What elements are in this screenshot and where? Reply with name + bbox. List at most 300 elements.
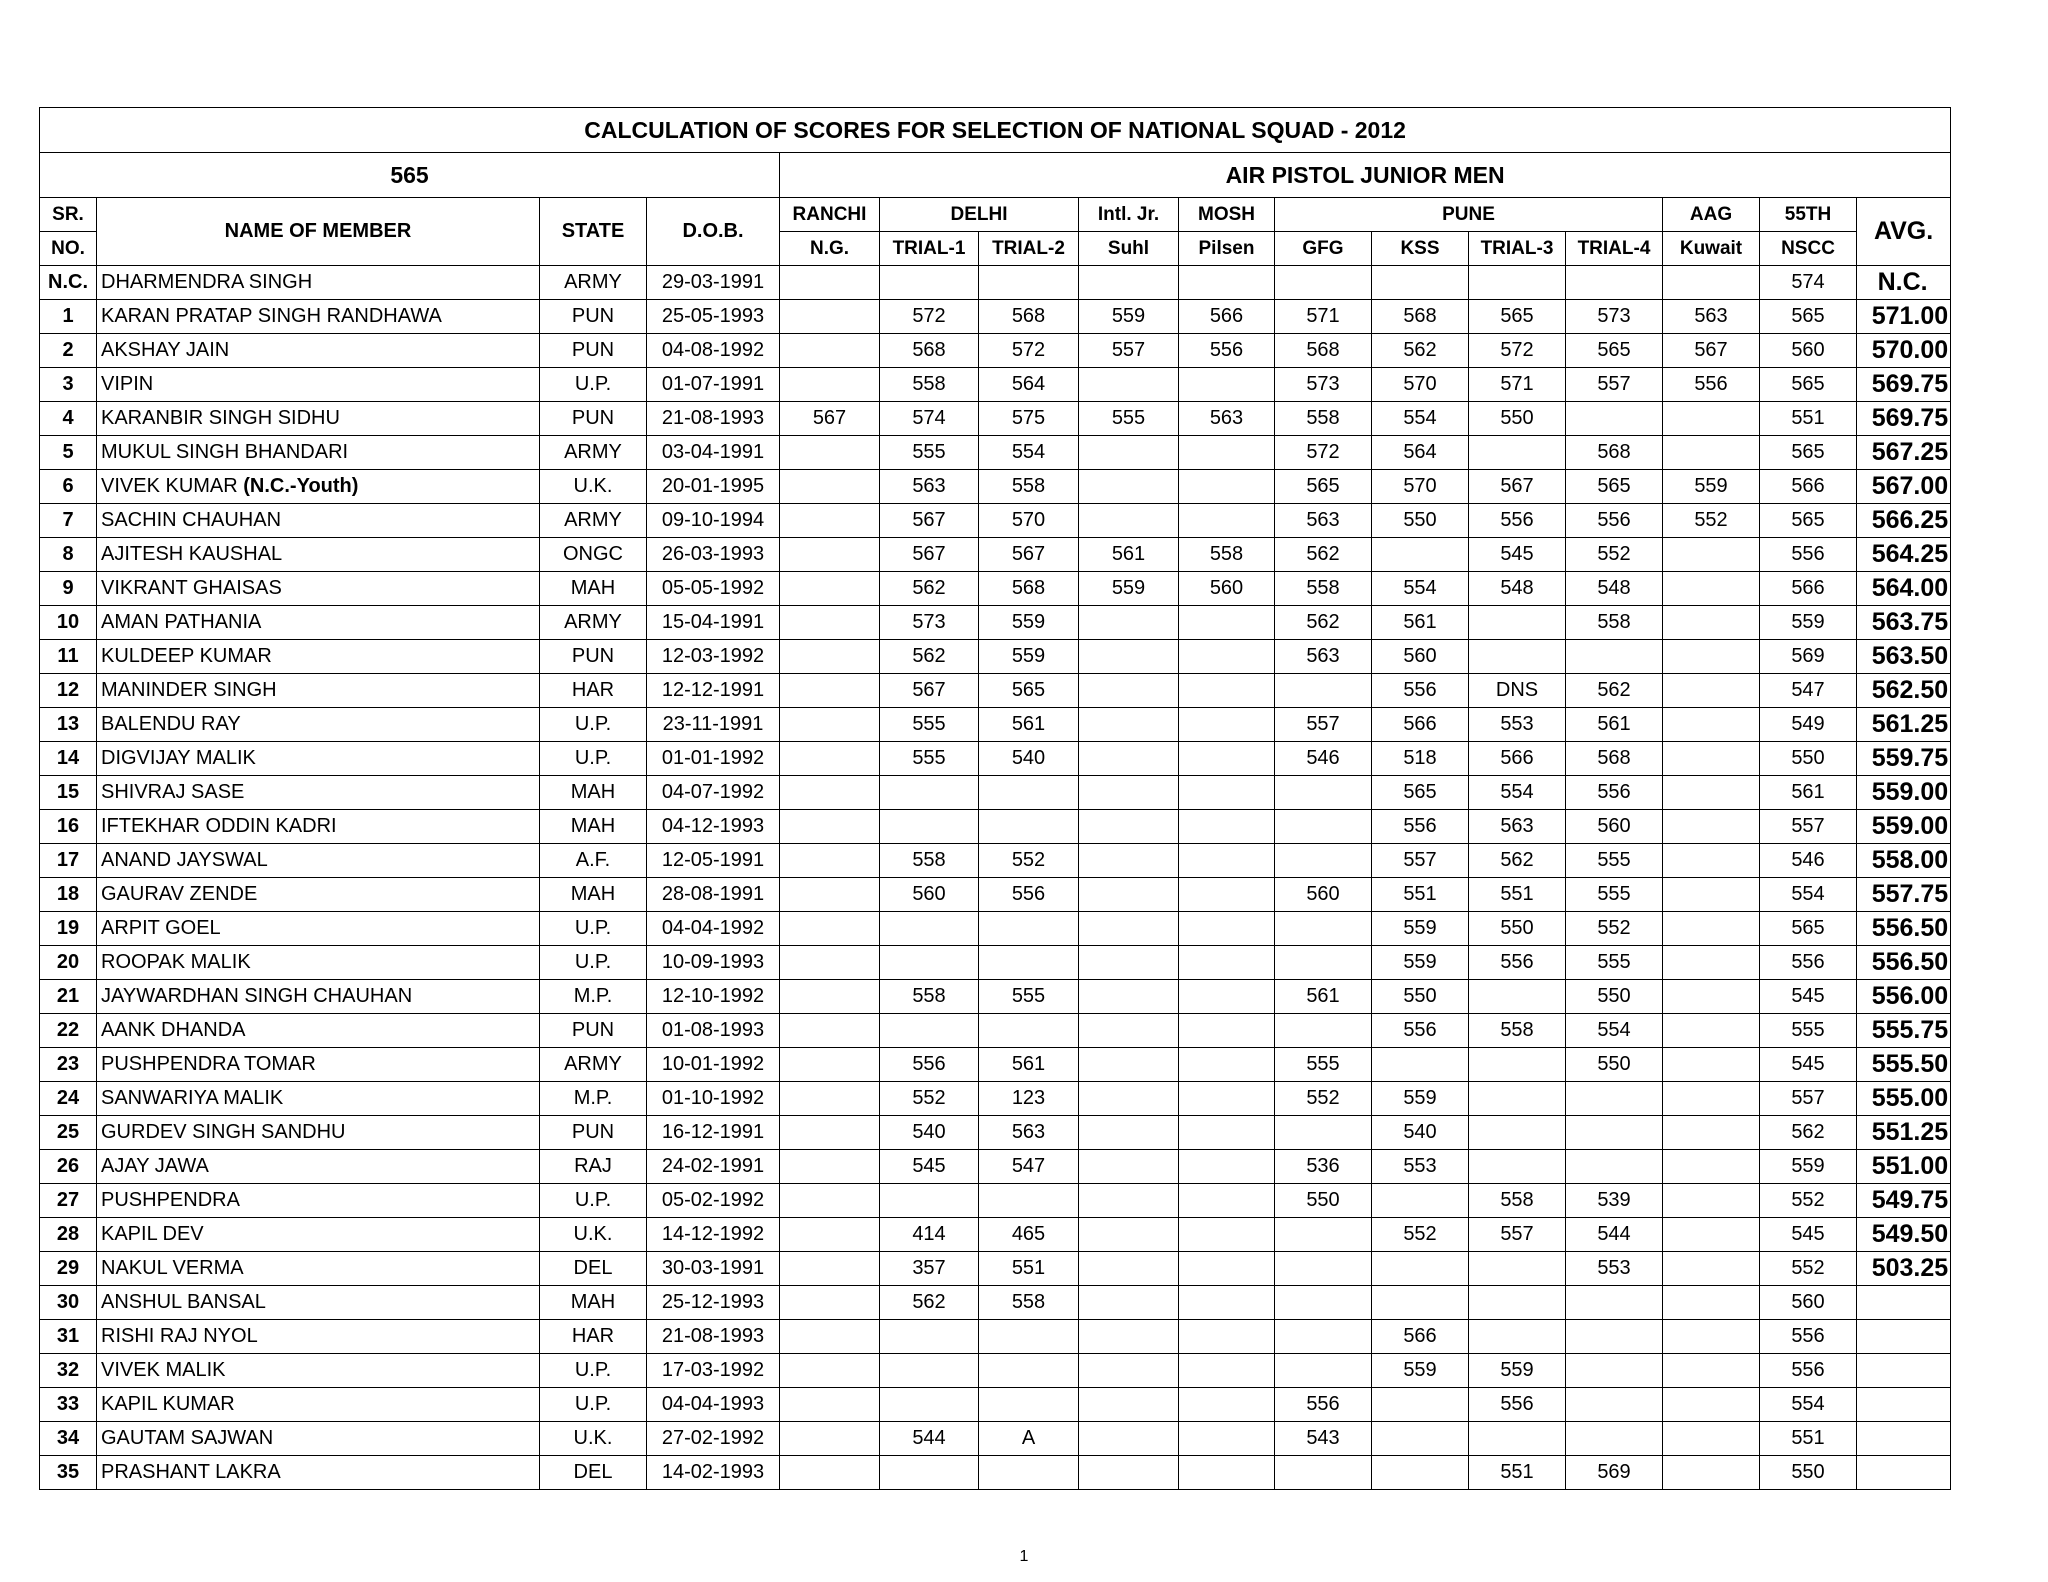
col-header-name: NAME OF MEMBER (97, 198, 540, 266)
cell-kuwait (1663, 674, 1760, 708)
cell-avg: 571.00 (1857, 300, 1951, 334)
cell-nscc: 547 (1760, 674, 1857, 708)
cell-t2: 556 (979, 878, 1079, 912)
cell-t1: 562 (880, 572, 979, 606)
cell-name (97, 1456, 540, 1490)
cell-t1: 555 (880, 708, 979, 742)
cell-state: HAR (540, 1320, 647, 1354)
cell-kss (1372, 1252, 1469, 1286)
cell-kuwait (1663, 1048, 1760, 1082)
cell-kuwait: 567 (1663, 334, 1760, 368)
cell-t4: 573 (1566, 300, 1663, 334)
cell-dob: 12-12-1991 (647, 674, 780, 708)
cell-gfg: 536 (1275, 1150, 1372, 1184)
cell-kss: 559 (1372, 1354, 1469, 1388)
member-name: PRASHANT LAKRA (101, 1461, 281, 1483)
cell-t4: 558 (1566, 606, 1663, 640)
cell-t3 (1469, 1048, 1566, 1082)
cell-t1 (880, 946, 979, 980)
cell-nscc: 554 (1760, 1388, 1857, 1422)
cell-gfg: 563 (1275, 504, 1372, 538)
cell-state: A.F. (540, 844, 647, 878)
cell-sr: 14 (40, 742, 97, 776)
cell-kuwait (1663, 1252, 1760, 1286)
col-header-sr: SR. (40, 198, 97, 232)
cell-sr: 19 (40, 912, 97, 946)
cell-t1 (880, 1354, 979, 1388)
cell-pilsen (1179, 674, 1275, 708)
cell-sr: 15 (40, 776, 97, 810)
col-header-nscc-sub: NSCC (1760, 232, 1857, 266)
cell-t2 (979, 776, 1079, 810)
cell-kss: 559 (1372, 946, 1469, 980)
table-row (40, 810, 1951, 844)
cell-kuwait: 563 (1663, 300, 1760, 334)
cell-suhl (1079, 1252, 1179, 1286)
cell-ng (780, 810, 880, 844)
cell-t3: 563 (1469, 810, 1566, 844)
cell-name (97, 436, 540, 470)
member-name: AJAY JAWA (101, 1155, 209, 1177)
cell-t2: 565 (979, 674, 1079, 708)
member-name: GAURAV ZENDE (101, 883, 258, 905)
cell-gfg (1275, 1320, 1372, 1354)
cell-kss: 556 (1372, 1014, 1469, 1048)
cell-nscc: 545 (1760, 1048, 1857, 1082)
cell-ng (780, 300, 880, 334)
cell-dob: 26-03-1993 (647, 538, 780, 572)
cell-pilsen (1179, 810, 1275, 844)
cell-state: ARMY (540, 504, 647, 538)
cell-nscc: 560 (1760, 1286, 1857, 1320)
cell-avg: 557.75 (1857, 878, 1951, 912)
cell-gfg: 543 (1275, 1422, 1372, 1456)
cell-name (97, 640, 540, 674)
cell-sr: 26 (40, 1150, 97, 1184)
cell-nscc: 556 (1760, 1320, 1857, 1354)
cell-kss: 568 (1372, 300, 1469, 334)
cell-t1: 558 (880, 368, 979, 402)
member-name: AMAN PATHANIA (101, 611, 262, 633)
cell-suhl (1079, 776, 1179, 810)
cell-name (97, 844, 540, 878)
cell-kss: 551 (1372, 878, 1469, 912)
event-code: 565 (40, 153, 780, 198)
cell-t4: 550 (1566, 1048, 1663, 1082)
table-row (40, 776, 1951, 810)
cell-state: PUN (540, 1116, 647, 1150)
table-row (40, 1286, 1951, 1320)
cell-state: PUN (540, 402, 647, 436)
table-row (40, 1422, 1951, 1456)
cell-pilsen: 563 (1179, 402, 1275, 436)
cell-sr: 16 (40, 810, 97, 844)
cell-nscc: 559 (1760, 606, 1857, 640)
cell-state: U.P. (540, 1354, 647, 1388)
cell-t2: A (979, 1422, 1079, 1456)
cell-avg: 551.25 (1857, 1116, 1951, 1150)
cell-t2: 558 (979, 470, 1079, 504)
cell-t4 (1566, 1286, 1663, 1320)
table-row (40, 606, 1951, 640)
cell-state: DEL (540, 1456, 647, 1490)
cell-t3 (1469, 1286, 1566, 1320)
cell-avg: 556.50 (1857, 946, 1951, 980)
cell-ng (780, 776, 880, 810)
member-name: SACHIN CHAUHAN (101, 509, 282, 531)
cell-t4 (1566, 640, 1663, 674)
cell-name (97, 572, 540, 606)
cell-suhl (1079, 504, 1179, 538)
member-name: BALENDU RAY (101, 713, 241, 735)
cell-t2: 563 (979, 1116, 1079, 1150)
cell-avg (1857, 1422, 1951, 1456)
cell-t3 (1469, 436, 1566, 470)
cell-t3 (1469, 1320, 1566, 1354)
cell-t1: 567 (880, 538, 979, 572)
cell-suhl (1079, 1422, 1179, 1456)
cell-kuwait (1663, 878, 1760, 912)
cell-t2 (979, 1388, 1079, 1422)
cell-kuwait (1663, 1082, 1760, 1116)
cell-t1 (880, 1456, 979, 1490)
cell-t3 (1469, 1116, 1566, 1150)
table-row (40, 470, 1951, 504)
cell-ng (780, 1184, 880, 1218)
cell-avg: 567.00 (1857, 470, 1951, 504)
cell-pilsen (1179, 470, 1275, 504)
cell-suhl (1079, 1218, 1179, 1252)
cell-avg: 555.00 (1857, 1082, 1951, 1116)
cell-pilsen (1179, 1456, 1275, 1490)
cell-t4: 552 (1566, 538, 1663, 572)
cell-dob: 04-07-1992 (647, 776, 780, 810)
cell-kuwait (1663, 1456, 1760, 1490)
cell-name (97, 776, 540, 810)
cell-t1 (880, 776, 979, 810)
cell-dob: 27-02-1992 (647, 1422, 780, 1456)
cell-avg: 564.00 (1857, 572, 1951, 606)
table-row (40, 300, 1951, 334)
cell-kss: 550 (1372, 504, 1469, 538)
cell-t1: 562 (880, 1286, 979, 1320)
cell-nscc: 561 (1760, 776, 1857, 810)
cell-dob: 03-04-1991 (647, 436, 780, 470)
cell-suhl: 557 (1079, 334, 1179, 368)
cell-ng (780, 436, 880, 470)
cell-t4 (1566, 1354, 1663, 1388)
col-header-ng: N.G. (780, 232, 880, 266)
cell-t1 (880, 1014, 979, 1048)
cell-name (97, 1082, 540, 1116)
cell-t4: 565 (1566, 334, 1663, 368)
cell-state: PUN (540, 334, 647, 368)
cell-nscc: 556 (1760, 1354, 1857, 1388)
cell-sr: 18 (40, 878, 97, 912)
cell-sr: 30 (40, 1286, 97, 1320)
cell-dob: 21-08-1993 (647, 402, 780, 436)
cell-nscc: 569 (1760, 640, 1857, 674)
member-name: VIVEK MALIK (101, 1359, 226, 1381)
cell-dob: 04-04-1992 (647, 912, 780, 946)
col-header-dob: D.O.B. (647, 198, 780, 266)
cell-ng (780, 1252, 880, 1286)
cell-sr: 31 (40, 1320, 97, 1354)
table-row (40, 1014, 1951, 1048)
cell-state: M.P. (540, 1082, 647, 1116)
cell-t3 (1469, 266, 1566, 300)
member-name: AANK DHANDA (101, 1019, 246, 1041)
cell-kuwait (1663, 1150, 1760, 1184)
cell-t1: 568 (880, 334, 979, 368)
table-row (40, 572, 1951, 606)
member-name: KULDEEP KUMAR (101, 645, 272, 667)
member-name: ANAND JAYSWAL (101, 849, 268, 871)
cell-kuwait (1663, 742, 1760, 776)
cell-pilsen (1179, 1150, 1275, 1184)
cell-kuwait (1663, 640, 1760, 674)
cell-gfg (1275, 1252, 1372, 1286)
cell-t1: 545 (880, 1150, 979, 1184)
member-name: VIKRANT GHAISAS (101, 577, 282, 599)
cell-suhl (1079, 1354, 1179, 1388)
cell-suhl (1079, 1320, 1179, 1354)
member-name: ARPIT GOEL (101, 917, 221, 939)
cell-gfg: 568 (1275, 334, 1372, 368)
col-header-trial-2: TRIAL-2 (979, 232, 1079, 266)
cell-t2: 572 (979, 334, 1079, 368)
cell-t2 (979, 810, 1079, 844)
cell-kss (1372, 1456, 1469, 1490)
cell-avg: N.C. (1857, 266, 1951, 300)
col-header-suhl: Suhl (1079, 232, 1179, 266)
cell-nscc: 562 (1760, 1116, 1857, 1150)
cell-t4: 539 (1566, 1184, 1663, 1218)
cell-t2: 570 (979, 504, 1079, 538)
cell-t3: 566 (1469, 742, 1566, 776)
cell-gfg: 552 (1275, 1082, 1372, 1116)
cell-name (97, 402, 540, 436)
cell-pilsen (1179, 1320, 1275, 1354)
cell-ng (780, 1388, 880, 1422)
cell-gfg (1275, 776, 1372, 810)
cell-kuwait (1663, 1014, 1760, 1048)
cell-dob: 24-02-1991 (647, 1150, 780, 1184)
cell-nscc: 565 (1760, 912, 1857, 946)
cell-nscc: 565 (1760, 368, 1857, 402)
cell-t3: 557 (1469, 1218, 1566, 1252)
cell-sr: 6 (40, 470, 97, 504)
cell-suhl (1079, 640, 1179, 674)
cell-pilsen (1179, 606, 1275, 640)
cell-kss (1372, 1388, 1469, 1422)
cell-name (97, 538, 540, 572)
cell-t3 (1469, 640, 1566, 674)
cell-pilsen (1179, 1082, 1275, 1116)
col-header-kuwait: Kuwait (1663, 232, 1760, 266)
cell-state: DEL (540, 1252, 647, 1286)
member-name: ANSHUL BANSAL (101, 1291, 266, 1313)
cell-t2: 123 (979, 1082, 1079, 1116)
cell-t3: 551 (1469, 878, 1566, 912)
cell-kss: 554 (1372, 402, 1469, 436)
cell-sr: N.C. (40, 266, 97, 300)
cell-nscc: 549 (1760, 708, 1857, 742)
col-header-mosh: MOSH (1179, 198, 1275, 232)
table-row (40, 1388, 1951, 1422)
cell-t4 (1566, 266, 1663, 300)
cell-nscc: 552 (1760, 1184, 1857, 1218)
cell-ng (780, 878, 880, 912)
cell-gfg (1275, 674, 1372, 708)
cell-state: U.K. (540, 470, 647, 504)
cell-t2: 547 (979, 1150, 1079, 1184)
cell-avg: 558.00 (1857, 844, 1951, 878)
cell-sr: 24 (40, 1082, 97, 1116)
member-name: MUKUL SINGH BHANDARI (101, 441, 349, 463)
cell-kss (1372, 1048, 1469, 1082)
cell-suhl (1079, 1184, 1179, 1218)
cell-sr: 8 (40, 538, 97, 572)
cell-t4: 556 (1566, 776, 1663, 810)
table-row (40, 266, 1951, 300)
cell-avg (1857, 1354, 1951, 1388)
cell-pilsen (1179, 912, 1275, 946)
cell-state: M.P. (540, 980, 647, 1014)
member-name: JAYWARDHAN SINGH CHAUHAN (101, 985, 413, 1007)
cell-dob: 01-10-1992 (647, 1082, 780, 1116)
cell-name (97, 470, 540, 504)
cell-t2: 561 (979, 708, 1079, 742)
cell-sr: 13 (40, 708, 97, 742)
cell-suhl (1079, 674, 1179, 708)
cell-avg: 559.00 (1857, 810, 1951, 844)
col-header-kss: KSS (1372, 232, 1469, 266)
cell-t3: 556 (1469, 946, 1566, 980)
cell-name (97, 810, 540, 844)
cell-pilsen (1179, 640, 1275, 674)
cell-sr: 5 (40, 436, 97, 470)
cell-t2: 559 (979, 640, 1079, 674)
cell-t1: 357 (880, 1252, 979, 1286)
cell-name (97, 1286, 540, 1320)
cell-kss: 570 (1372, 368, 1469, 402)
member-name: PUSHPENDRA TOMAR (101, 1053, 316, 1075)
cell-state: ARMY (540, 266, 647, 300)
cell-avg: 556.00 (1857, 980, 1951, 1014)
cell-name (97, 1014, 540, 1048)
cell-sr: 32 (40, 1354, 97, 1388)
member-name: AKSHAY JAIN (101, 339, 230, 361)
cell-nscc: 559 (1760, 1150, 1857, 1184)
cell-state: U.P. (540, 1388, 647, 1422)
cell-state: ARMY (540, 606, 647, 640)
table-row (40, 708, 1951, 742)
col-header-pilsen: Pilsen (1179, 232, 1275, 266)
cell-sr: 34 (40, 1422, 97, 1456)
cell-dob: 20-01-1995 (647, 470, 780, 504)
cell-kss (1372, 538, 1469, 572)
cell-sr: 33 (40, 1388, 97, 1422)
member-name: AJITESH KAUSHAL (101, 543, 283, 565)
cell-sr: 20 (40, 946, 97, 980)
cell-pilsen (1179, 368, 1275, 402)
cell-ng (780, 1456, 880, 1490)
cell-nscc: 555 (1760, 1014, 1857, 1048)
cell-sr: 29 (40, 1252, 97, 1286)
cell-state: U.P. (540, 946, 647, 980)
table-row (40, 946, 1951, 980)
cell-t2 (979, 266, 1079, 300)
cell-t3 (1469, 1082, 1566, 1116)
cell-dob: 12-10-1992 (647, 980, 780, 1014)
cell-gfg: 571 (1275, 300, 1372, 334)
cell-kss: 557 (1372, 844, 1469, 878)
cell-suhl (1079, 1150, 1179, 1184)
cell-t2 (979, 1354, 1079, 1388)
cell-t1: 562 (880, 640, 979, 674)
cell-gfg: 563 (1275, 640, 1372, 674)
cell-t4 (1566, 1388, 1663, 1422)
cell-dob: 12-05-1991 (647, 844, 780, 878)
cell-sr: 9 (40, 572, 97, 606)
cell-name (97, 1218, 540, 1252)
cell-avg: 566.25 (1857, 504, 1951, 538)
cell-dob: 16-12-1991 (647, 1116, 780, 1150)
cell-avg (1857, 1320, 1951, 1354)
cell-pilsen (1179, 266, 1275, 300)
cell-kuwait (1663, 1320, 1760, 1354)
cell-state: MAH (540, 810, 647, 844)
cell-name (97, 946, 540, 980)
cell-t1 (880, 1184, 979, 1218)
cell-name (97, 1116, 540, 1150)
cell-t4: 560 (1566, 810, 1663, 844)
cell-pilsen (1179, 1218, 1275, 1252)
member-name: KAPIL KUMAR (101, 1393, 235, 1415)
cell-sr: 1 (40, 300, 97, 334)
cell-avg: 563.75 (1857, 606, 1951, 640)
document-title: CALCULATION OF SCORES FOR SELECTION OF NATIONAL SQUAD - 2012 (40, 108, 1951, 153)
table-row (40, 878, 1951, 912)
member-name: VIVEK KUMAR (101, 475, 238, 497)
cell-name (97, 1354, 540, 1388)
cell-suhl (1079, 980, 1179, 1014)
cell-pilsen (1179, 708, 1275, 742)
cell-pilsen: 556 (1179, 334, 1275, 368)
cell-nscc: 565 (1760, 300, 1857, 334)
cell-name (97, 1184, 540, 1218)
cell-t3 (1469, 1422, 1566, 1456)
cell-kss (1372, 1422, 1469, 1456)
cell-ng (780, 1014, 880, 1048)
cell-sr: 4 (40, 402, 97, 436)
cell-kuwait (1663, 402, 1760, 436)
cell-t2 (979, 1014, 1079, 1048)
cell-nscc: 557 (1760, 1082, 1857, 1116)
cell-state: U.P. (540, 912, 647, 946)
cell-name (97, 1388, 540, 1422)
cell-nscc: 574 (1760, 266, 1857, 300)
cell-kuwait (1663, 1218, 1760, 1252)
cell-t3: 565 (1469, 300, 1566, 334)
cell-name (97, 1048, 540, 1082)
col-header-trial-1: TRIAL-1 (880, 232, 979, 266)
cell-t3 (1469, 606, 1566, 640)
cell-t4 (1566, 1150, 1663, 1184)
cell-ng (780, 742, 880, 776)
cell-sr: 12 (40, 674, 97, 708)
